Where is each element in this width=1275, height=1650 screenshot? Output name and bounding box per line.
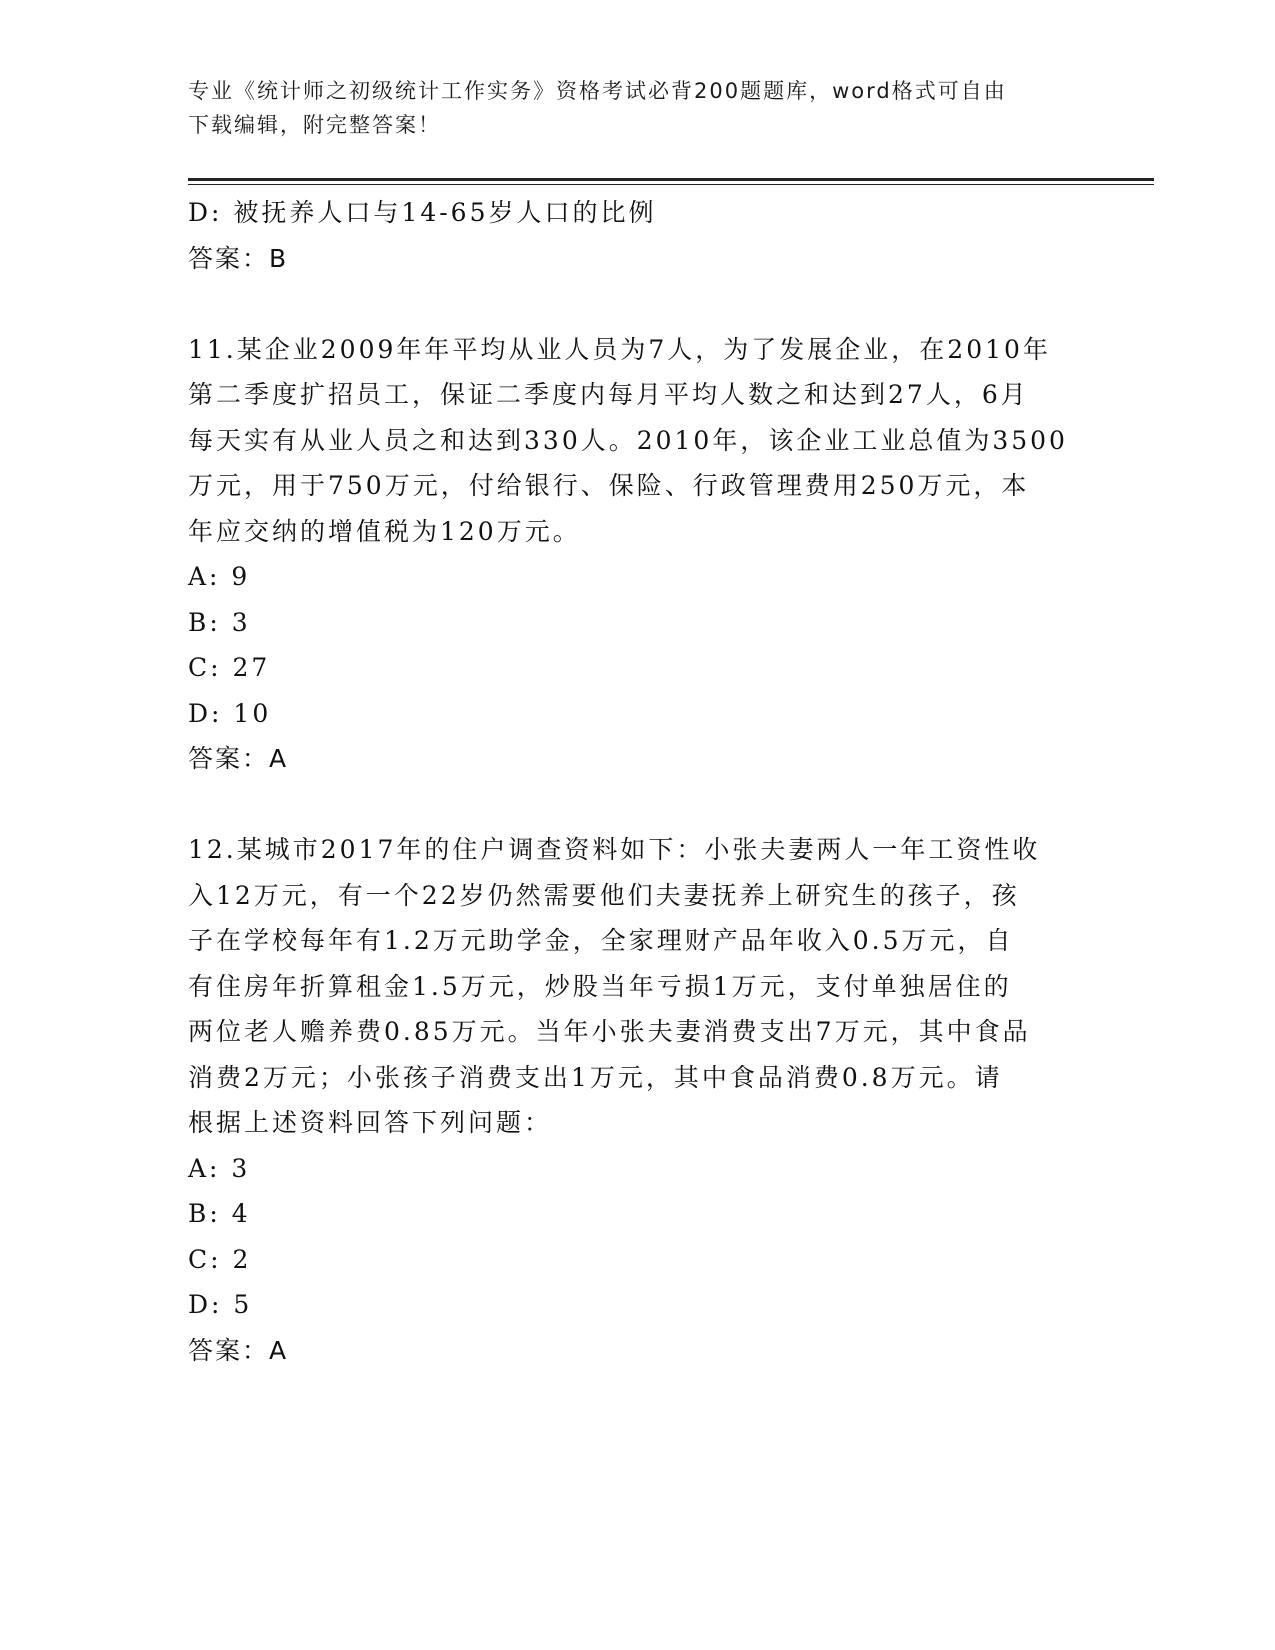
header-divider-thin bbox=[188, 184, 1154, 185]
question-stem-line: 12.某城市2017年的住户调查资料如下：小张夫妻两人一年工资性收 bbox=[188, 835, 1041, 864]
question-11 bbox=[188, 327, 1088, 782]
question-stem-line: 第二季度扩招员工，保证二季度内每月平均人数之和达到27人，6月 bbox=[188, 380, 1029, 409]
option-b: B: 3 bbox=[188, 607, 251, 637]
question-stem-line: 万元，用于750万元，付给银行、保险、行政管理费用250万元，本 bbox=[188, 471, 1030, 500]
question-stem-line: 子在学校每年有1.2万元助学金，全家理财产品年收入0.5万元，自 bbox=[188, 926, 1014, 955]
question-stem-line: 有住房年折算租金1.5万元，炒股当年亏损1万元，支付单独居住的 bbox=[188, 971, 1012, 1001]
previous-question-tail bbox=[188, 190, 1088, 281]
option-d: D: 10 bbox=[188, 698, 272, 728]
question-stem-line: 年应交纳的增值税为120万元。 bbox=[188, 516, 581, 546]
question-stem-line: 根据上述资料回答下列问题： bbox=[188, 1108, 553, 1137]
question-stem-line: 每天实有从业人员之和达到330人。2010年，该企业工业总值为3500 bbox=[188, 425, 1068, 455]
answer-line: 答案：A bbox=[188, 1335, 289, 1365]
option-d: D: 5 bbox=[188, 1290, 253, 1319]
option-b: B: 4 bbox=[188, 1199, 251, 1228]
question-stem-line: 消费2万元；小张孩子消费支出1万元，其中食品消费0.8万元。请 bbox=[188, 1062, 1003, 1092]
answer-line: 答案：A bbox=[188, 744, 289, 773]
header-divider-thick bbox=[188, 178, 1154, 181]
question-stem-line: 入12万元，有一个22岁仍然需要他们夫妻抚养上研究生的孩子，孩 bbox=[188, 880, 1020, 910]
header-line-1: 专业《统计师之初级统计工作实务》资格考试必背200题题库，word格式可自由 bbox=[188, 79, 1007, 103]
option-c: C: 27 bbox=[188, 653, 271, 682]
option-a: A: 3 bbox=[188, 1153, 251, 1183]
option-a: A: 9 bbox=[188, 562, 251, 591]
question-stem-line: 11.某企业2009年年平均从业人员为7人，为了发展企业，在2010年 bbox=[188, 334, 1051, 364]
page-header bbox=[188, 74, 1088, 142]
header-line-2: 下载编辑，附完整答案！ bbox=[188, 113, 441, 137]
option-c: C: 2 bbox=[188, 1244, 252, 1274]
option-d: D: 被抚养人口与14-65岁人口的比例 bbox=[188, 198, 657, 227]
question-12 bbox=[188, 827, 1088, 1373]
document-body bbox=[188, 190, 1088, 1373]
answer-line: 答案：B bbox=[188, 243, 289, 273]
question-stem-line: 两位老人赡养费0.85万元。当年小张夫妻消费支出7万元，其中食品 bbox=[188, 1017, 1031, 1046]
